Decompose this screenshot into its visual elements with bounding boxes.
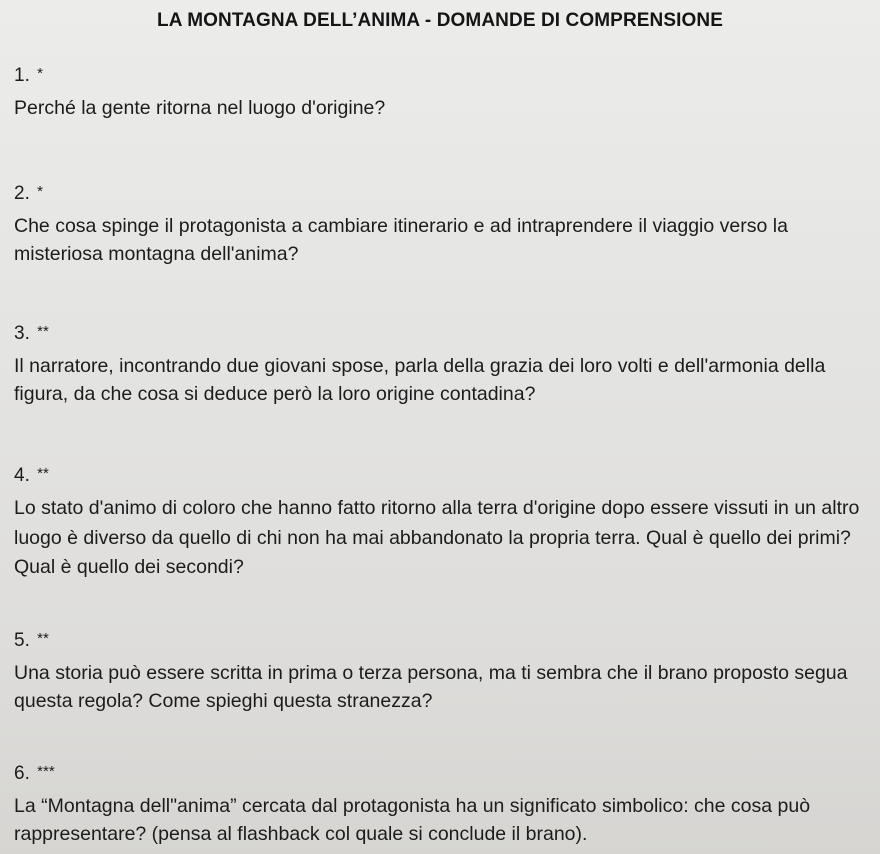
question-number [14, 760, 874, 786]
page-title: LA MONTAGNA DELL’ANIMA - DOMANDE DI COMPRENSIONE [157, 10, 723, 31]
question-1 [14, 62, 874, 122]
question-text: Il narratore, incontrando due giovani spose, parla della grazia dei loro volti e dell'armonia della figura, da che cosa si deduce però la loro origine contadina? [14, 355, 826, 405]
question-number [14, 627, 874, 653]
difficulty-stars: ** [37, 630, 49, 647]
question-text: Perché la gente ritorna nel luogo d'origine? [14, 97, 386, 119]
question-number-label: 3. [14, 323, 30, 344]
question-number-label: 1. [14, 65, 30, 86]
question-text: Una storia può essere scritta in prima o terza persona, ma ti sembra che il brano proposto segua questa regola? Come spieghi questa stranezza? [14, 662, 848, 712]
question-number [14, 180, 874, 206]
difficulty-stars: *** [37, 763, 55, 780]
question-5 [14, 627, 874, 715]
question-number-label: 5. [14, 630, 30, 651]
difficulty-stars: ** [37, 323, 49, 340]
question-text: Che cosa spinge il protagonista a cambiare itinerario e ad intraprendere il viaggio verso la misteriosa montagna dell'anima? [14, 215, 788, 265]
question-3 [14, 320, 874, 408]
question-4 [14, 462, 874, 583]
difficulty-stars: ** [37, 465, 49, 482]
question-number [14, 62, 874, 88]
question-number-label: 2. [14, 183, 30, 204]
question-number [14, 462, 874, 488]
difficulty-stars: * [37, 65, 43, 82]
question-6 [14, 760, 874, 848]
question-2 [14, 180, 874, 268]
question-number-label: 6. [14, 763, 30, 784]
question-text: La “Montagna dell"anima” cercata dal protagonista ha un significato simbolico: che cosa può rappresentare? (pensa al flashback col quale si conclude il brano). [14, 795, 811, 845]
difficulty-stars: * [37, 183, 43, 200]
question-text: Lo stato d'animo di coloro che hanno fatto ritorno alla terra d'origine dopo essere vissuti in un altro luogo è diverso da quello di chi non ha mai abbandonato la propria terra. Qual è quello dei primi? Qual è quello dei secondi? [14, 497, 860, 578]
question-number-label: 4. [14, 465, 30, 486]
question-number [14, 320, 874, 346]
